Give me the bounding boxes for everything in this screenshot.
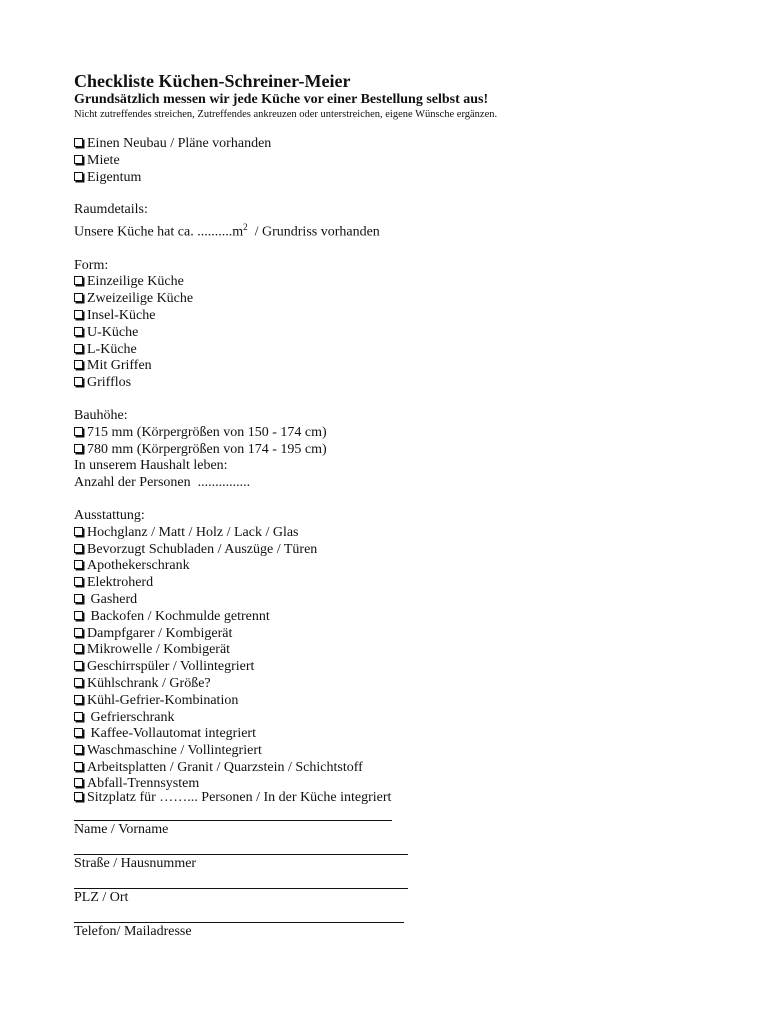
checklist-item[interactable]: U-Küche [74,325,714,342]
checklist-item[interactable]: Hochglanz / Matt / Holz / Lack / Glas [74,525,714,542]
city-input-line[interactable] [74,873,408,889]
checklist-item[interactable]: Gasherd [74,592,714,609]
checkbox-icon[interactable] [74,444,83,453]
checklist-item[interactable]: Abfall-Trennsystem [74,777,714,791]
name-input-line[interactable] [74,805,392,821]
checklist-item[interactable]: Kühlschrank / Größe? [74,676,714,693]
checkbox-icon[interactable] [74,728,83,737]
section-heading: Bauhöhe: [74,408,128,424]
checkbox-icon[interactable] [74,138,83,147]
checkbox-icon[interactable] [74,762,83,771]
checklist-item[interactable]: Geschirrspüler / Vollintegriert [74,659,714,676]
height-section [74,408,714,492]
checklist-item[interactable]: Mit Griffen [74,358,714,375]
checklist-item[interactable]: Mikrowelle / Kombigerät [74,642,714,659]
checklist-item[interactable]: Kühl-Gefrier-Kombination [74,693,714,710]
section-heading: Raumdetails: [74,202,148,218]
checkbox-icon[interactable] [74,377,83,386]
checklist-item[interactable]: Sitzplatz für ……... Personen / In der Küche integriert [74,791,714,805]
checkbox-icon[interactable] [74,360,83,369]
subtitle: Grundsätzlich messen wir jede Küche vor einer Bestellung selbst aus! [74,92,489,107]
checklist-item[interactable]: Dampfgarer / Kombigerät [74,626,714,643]
checkbox-icon[interactable] [74,611,83,620]
equipment-section [74,508,714,805]
checkbox-icon[interactable] [74,594,83,603]
checkbox-icon[interactable] [74,577,83,586]
checklist-item[interactable]: Insel-Küche [74,308,714,325]
checklist-item[interactable]: Kaffee-Vollautomat integriert [74,726,714,743]
checkbox-icon[interactable] [74,678,83,687]
room-details-section [74,202,714,241]
checkbox-icon[interactable] [74,344,83,353]
contact-section [74,805,714,941]
contact-input-line[interactable] [74,907,404,923]
name-label: Name / Vorname [74,821,169,837]
room-size-line: Unsere Küche hat ca. $..........m^2$ / Grundriss vorhanden [74,222,380,240]
checklist-item[interactable]: Apothekerschrank [74,558,714,575]
checklist-item[interactable]: Miete [74,153,714,170]
checklist-item[interactable]: Backofen / Kochmulde getrennt [74,609,714,626]
checklist-item[interactable]: Einzeilige Küche [74,274,714,291]
household-label: In unserem Haushalt leben: [74,458,228,474]
checkbox-icon[interactable] [74,527,83,536]
checkbox-icon[interactable] [74,560,83,569]
checklist-item[interactable]: Bevorzugt Schubladen / Auszüge / Türen [74,542,714,559]
checklist-item[interactable]: Eigentum [74,170,714,187]
checkbox-icon[interactable] [74,172,83,181]
street-input-line[interactable] [74,839,408,855]
page-title: Checkliste Küchen-Schreiner-Meier [74,71,351,91]
checkbox-icon[interactable] [74,712,83,721]
checklist-item[interactable]: Zweizeilige Küche [74,291,714,308]
instructions-note: Nicht zutreffendes streichen, Zutreffendes ankreuzen oder unterstreichen, eigene Wünsche ergänzen. [74,109,498,120]
checkbox-icon[interactable] [74,293,83,302]
city-label: PLZ / Ort [74,889,129,905]
checkbox-icon[interactable] [74,155,83,164]
checkbox-icon[interactable] [74,427,83,436]
persons-count-field[interactable]: Anzahl der Personen ............... [74,475,251,491]
checkbox-icon[interactable] [74,644,83,653]
checkbox-icon[interactable] [74,327,83,336]
checkbox-icon[interactable] [74,745,83,754]
section-heading: Form: [74,257,109,273]
checkbox-icon[interactable] [74,661,83,670]
checklist-item[interactable]: Elektroherd [74,575,714,592]
checkbox-icon[interactable] [74,310,83,319]
checklist-item[interactable]: Waschmaschine / Vollintegriert [74,743,714,760]
checkbox-icon[interactable] [74,778,83,787]
checklist-item[interactable]: 715 mm (Körpergrößen von 150 - 174 cm) [74,425,714,442]
checkbox-icon[interactable] [74,695,83,704]
checkbox-icon[interactable] [74,628,83,637]
section-heading: Ausstattung: [74,508,145,523]
checklist-page [74,70,714,941]
form-section [74,258,714,392]
checkbox-icon[interactable] [74,792,83,801]
checkbox-icon[interactable] [74,544,83,553]
checklist-item[interactable]: Einen Neubau / Pläne vorhanden [74,136,714,153]
checklist-item[interactable]: Grifflos [74,375,714,392]
checkbox-icon[interactable] [74,276,83,285]
ownership-group [74,136,714,186]
checklist-item[interactable]: L-Küche [74,342,714,359]
checklist-item[interactable]: 780 mm (Körpergrößen von 174 - 195 cm) [74,442,714,459]
checklist-item[interactable]: Arbeitsplatten / Granit / Quarzstein / Schichtstoff [74,760,714,777]
checklist-item[interactable]: Gefrierschrank [74,710,714,727]
contact-label: Telefon/ Mailadresse [74,923,192,939]
street-label: Straße / Hausnummer [74,855,197,871]
